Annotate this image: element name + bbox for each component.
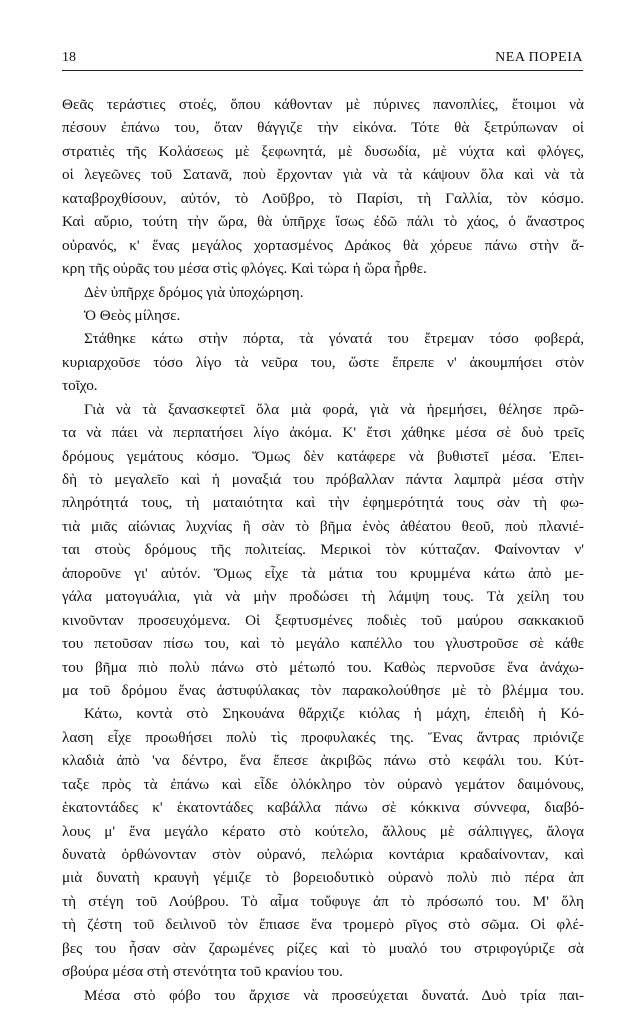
text-line: του πετοῦσαν πίσω του, καὶ τὸ μεγάλο καπέλλο του γλυστροῦσε σὲ κάθε xyxy=(62,635,584,653)
text-line: τα νὰ πάει νὰ περπατήσει λίγο ἀκόμα. Κ' ἔτσι χάθηκε μέσα σὲ δυὸ τρεῖς xyxy=(62,424,584,442)
text-line: Θεᾶς τεράστιες στοές, ὅπου κάθονταν μὲ πύρινες πανοπλίες, ἕτοιμοι νὰ xyxy=(62,96,584,113)
text-line: κρη τῆς οὐρᾶς του μέσα στὶς φλόγες. Καὶ τώρα ἡ ὥρα ἦρθε. xyxy=(62,260,427,278)
text-line: του βῆμα πιὸ πολὺ πάνω στὸ μέτωπό του. Καθὼς περνοῦσε ἕνα ἀνάχω- xyxy=(62,658,584,676)
text-line: Ὁ Θεὸς μίλησε. xyxy=(84,306,181,324)
text-line: κινοῦνταν προσευχόμενα. Οἱ ξεφτυσμένες ποδιὲς τοῦ μαύρου σακκακιοῦ xyxy=(62,611,584,629)
text-line: στρατιὲς τῆς Κολάσεως μὲ ξεφωνητά, μὲ δυσωδία, μὲ νύχτα καὶ φλόγες, xyxy=(62,142,584,160)
text-line: Δὲν ὑπῆρχε δρόμος γιὰ ὑποχώρηση. xyxy=(84,283,304,301)
body-text xyxy=(62,93,584,1007)
text-line: πέσουν ἐπάνω του, ὅταν θάγγιζε τὴν εἰκόνα. Τότε θὰ ξετρύπωναν οἱ xyxy=(62,119,584,137)
text-line: Καὶ αὔριο, τούτη τὴν ὥρα, θὰ ὑπῆρχε ἴσως ἐδῶ πάλι τὸ χάος, ὁ ἄναστρος xyxy=(62,213,584,231)
text-line: ἑκατοντάδες κ' ἑκατοντάδες καβάλλα πάνω σὲ κόκκινα σύννεφα, διαβό- xyxy=(62,799,584,817)
text-line: οἱ λεγεῶνες τοῦ Σατανᾶ, ποὺ ἔρχονταν γιὰ νὰ τὰ κάψουν ὅλα καὶ νὰ τὰ xyxy=(62,166,584,184)
text-line: λους μ' ἕνα μεγάλο κέρατο στὸ κούτελο, ἄλλους μὲ σάλπιγγες, ἄλογα xyxy=(62,822,584,840)
text-line: δρόμους γεμάτους κόσμο. Ὅμως δὲν κατάφερε νὰ βυθιστεῖ μέσα. Ἐπει- xyxy=(62,447,584,465)
text-line: τιὰ μιᾶς αἰώνιας λυχνίας ἢ σὰν τὸ βῆμα ἑνὸς ἀθέατου θεοῦ, ποὺ πλανιέ- xyxy=(62,517,584,535)
page-number: 18 xyxy=(62,50,76,65)
text-line: Στάθηκε κάτω στὴν πόρτα, τὰ γόνατά του ἔτρεμαν τόσο φοβερά, xyxy=(84,330,584,348)
text-line: Μέσα στὸ φόβο του ἄρχισε νὰ προσεύχεται δυνατά. Δυὸ τρία παι- xyxy=(84,986,584,1004)
text-line: δὴ τὸ μεγαλεῖο καὶ ἡ μοναξιά του πρόβαλλαν πάντα λαμπρὰ μέσα στὴν xyxy=(62,471,584,488)
running-head: ΝΕΑ ΠΟΡΕΙΑ xyxy=(495,50,583,65)
text-line: τοῖχο. xyxy=(62,377,98,395)
text-line: ται στοὺς δρόμους τῆς πολιτείας. Μερικοὶ τὸν κύτταζαν. Φαίνονταν ν' xyxy=(62,541,584,559)
text-line: τὴ ζέστη τοῦ δειλινοῦ τὸν ἔπιασε ἕνα τρομερὸ ρῖγος στὸ σῶμα. Οἱ φλέ- xyxy=(62,916,584,934)
text-line: λαση εἶχε προωθήσει πολὺ τὶς προφυλακές της. Ἕνας ἄντρας πριόνιζε xyxy=(62,728,584,746)
text-line: πληρότητά τους, τὴ ματαιότητα καὶ τὴν ἐφημερότητά τους σὰν τὴ φω- xyxy=(62,494,584,512)
text-line: τὴ στέγη τοῦ Λούβρου. Τὸ αἷμα τοὔφυγε ἀπ τὸ πρόσωπό του. Μ' ὅλη xyxy=(62,892,584,910)
page-header xyxy=(62,48,583,70)
text-line: κυριαρχοῦσε τόσο λίγο τὰ νεῦρα του, ὥστε ἔπρεπε ν' ἀκουμπήσει στὸν xyxy=(62,353,584,371)
text-line: οὐρανός, κ' ἕνας μεγάλος χορτασμένος Δράκος θὰ χόρευε πάνω στὴν ἄ- xyxy=(62,236,584,254)
text-line: βες του ἦσαν σὰν ζαρωμένες ρίζες καὶ τὸ μυαλό του στριφογύριζε σὰ xyxy=(62,939,584,957)
text-line: κλαδιὰ ἀπὸ 'να δέντρο, ἕνα ἔπεσε ἀκριβῶς πάνω στὸ κεφάλι του. Κύτ- xyxy=(62,752,584,770)
text-line: σβούρα μέσα στὴ στενότητα τοῦ κρανίου του. xyxy=(62,963,343,981)
text-line: μα τοῦ δρόμου ἕνας ἀστυφύλακας τὸν παρακολούθησε μὲ τὸ βλέμμα του. xyxy=(62,681,584,699)
text-line: Γιὰ νὰ τὰ ξανασκεφτεῖ ὅλα μιὰ φορά, γιὰ νὰ ἠρεμήσει, θέλησε πρῶ- xyxy=(84,400,584,418)
text-line: δυνατὰ ὀρθώνονταν στὸν οὐρανό, πελώρια κοντάρια κραδαίνονταν, καὶ xyxy=(62,846,584,863)
text-line: ταξε πρὸς τὰ ἐπάνω καὶ εἶδε ὁλόκληρο τὸν οὐρανὸ γεμάτον δαιμόνους, xyxy=(62,775,584,793)
header-rule xyxy=(62,70,583,71)
text-line: καταβροχθίσουν, αὐτόν, τὸ Λοῦβρο, τὸ Παρίσι, τὴ Γαλλία, τὸν κόσμο. xyxy=(62,189,584,207)
text-line: Κάτω, κοντὰ στὸ Σηκουάνα θἄρχιζε κιόλας ἡ μάχη, ἐπειδὴ ἡ Κό- xyxy=(84,705,584,723)
text-line: ἀποροῦνε γι' αὐτόν. Ὅμως εἶχε τὰ μάτια του κρυμμένα κάτω ἀπὸ με- xyxy=(62,564,584,582)
text-line: γάλα ματογυάλια, γιὰ νὰ μὴν προδώσει τὴ λάμψη τους. Τὰ χείλη του xyxy=(62,588,584,606)
text-line: μιὰ δυνατὴ κραυγὴ γέμιζε τὸ βορειοδυτικὸ οὐρανὸ πολὺ πιὸ πέρα ἀπ xyxy=(62,869,584,887)
